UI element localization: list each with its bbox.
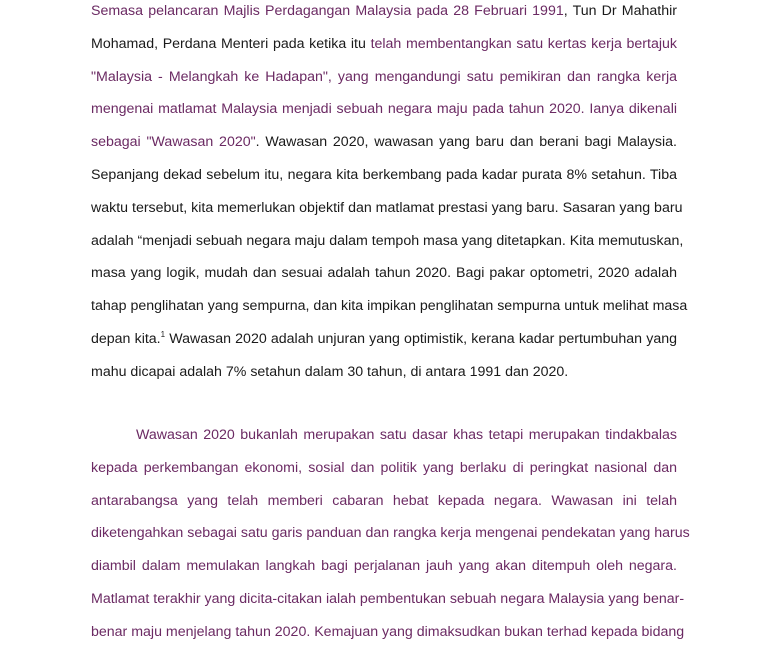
text-run: tahap penglihatan yang sempurna, dan kita impikan penglihatan sempurna untuk melihat masa [91,298,688,315]
text-line [91,522,690,555]
text-line [91,588,685,621]
text-run: diambil dalam memulakan langkah bagi perjalanan jauh yang akan ditempuh oleh negara. [91,558,677,575]
text-run: . Wawasan 2020, wawasan yang baru dan berani bagi Malaysia. [255,134,677,151]
text-run: kepada perkembangan ekonomi, sosial dan politik yang berlaku di peringkat nasional dan [91,459,677,476]
text-line [91,197,683,230]
text-run: Mohamad, Perdana Menteri pada ketika itu [91,35,371,52]
text-line [91,490,677,523]
text-run: , Tun Dr Mahathir [563,3,677,19]
text-line [91,98,677,131]
text-run: "Malaysia - Melangkah ke Hadapan", yang mengandungi satu pemikiran dan rangka kerja [91,68,677,85]
text-run: waktu tersebut, kita memerlukan objektif dan matlamat prestasi yang baru. Sasaran yang baru [91,199,683,216]
text-line [91,555,677,588]
text-run: mengenai matlamat Malaysia menjadi sebuah negara maju pada tahun 2020. Ianya dikenali [91,101,677,118]
text-run: Matlamat terakhir yang dicita-citakan ialah pembentukan sebuah negara Malaysia yang benar- [91,590,685,607]
text-line [91,0,677,33]
text-run: benar maju menjelang tahun 2020. Kemajuan yang dimaksudkan bukan terhad kepada bidang [91,623,685,640]
text-line [91,361,677,394]
text-run: masa yang logik, mudah dan sesuai adalah tahun 2020. Bagi pakar optometri, 2020 adalah [91,265,677,282]
footnote-marker[interactable]: 1 [160,329,166,339]
text-line [91,328,677,361]
text-run: Wawasan 2020 bukanlah merupakan satu dasar khas tetapi merupakan tindakbalas [136,427,677,443]
text-run: mahu dicapai adalah 7% setahun dalam 30 tahun, di antara 1991 dan 2020. [91,363,569,380]
text-line [91,621,685,654]
text-line [91,164,677,197]
text-run: diketengahkan sebagai satu garis panduan dan rangka kerja mengenai pendekatan yang harus [91,525,690,542]
text-line [91,295,688,328]
text-run: telah membentangkan satu kertas kerja bertajuk [370,35,677,52]
text-run: depan kita. [91,330,161,347]
text-run: Wawasan 2020 adalah unjuran yang optimistik, kerana kadar pertumbuhan yang [165,330,677,347]
text-line [91,131,677,164]
text-run: sebagai "Wawasan 2020" [91,134,256,151]
paragraph-1 [91,0,688,394]
text-line [91,262,677,295]
text-run: Sepanjang dekad sebelum itu, negara kita berkembang pada kadar purata 8% setahun. Tiba [91,166,677,183]
paragraph-2 [91,424,690,654]
text-line [91,66,677,99]
text-run: antarabangsa yang telah memberi cabaran hebat kepada negara. Wawasan ini telah [91,492,677,509]
text-line [91,33,677,66]
text-run: adalah “menjadi sebuah negara maju dalam tempoh masa yang ditetapkan. Kita memutuskan, [91,232,684,249]
text-line [91,424,677,457]
text-line [91,230,684,263]
text-run: Semasa pelancaran Majlis Perdagangan Malaysia pada 28 Februari 1991 [91,3,564,19]
text-line [91,457,677,490]
